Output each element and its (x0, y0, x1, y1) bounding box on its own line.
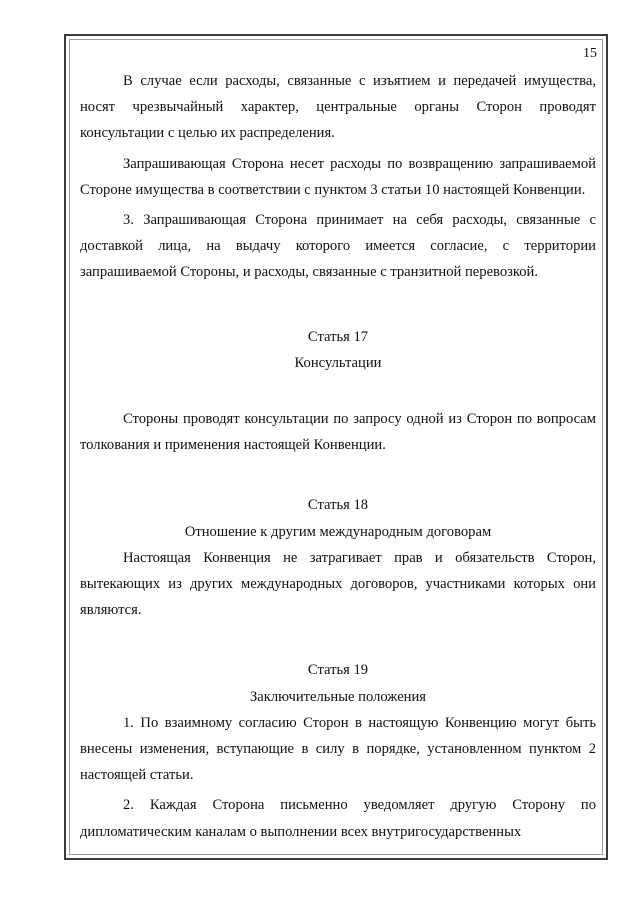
paragraph-expenses-consultation: В случае если расходы, связанные с изъятием и передачей имущества, носят чрезвычайный характер, центральные органы Сторон проводят консультации с целью их распределения. (80, 73, 596, 142)
article-19-paragraph-2: 2. Каждая Сторона письменно уведомляет другую Сторону по дипломатическим каналам о выполнении всех внутригосударственных (80, 797, 596, 840)
article-17-title: Консультации (294, 354, 382, 371)
article-19-number: Статья 19 (307, 662, 369, 679)
article-18-title: Отношение к другим международным договорам (184, 523, 492, 540)
top-section (80, 68, 596, 286)
article-18-number: Статья 18 (307, 497, 369, 514)
article-19-title: Заключительные положения (249, 688, 427, 705)
page-number: 15 (583, 46, 597, 61)
paragraph-delivery-expenses: 3. Запрашивающая Сторона принимает на себя расходы, связанные с доставкой лица, на выдачу которого имеется согласие, с территории запрашиваемой Стороны, и расходы, связанные с транзитной перевозкой. (80, 212, 596, 281)
paragraph-property-return-expenses: Запрашивающая Сторона несет расходы по возвращению запрашиваемой Стороне имущества в соответствии с пунктом 3 статьи 10 настоящей Конвенции. (80, 155, 596, 198)
article-19 (80, 657, 596, 844)
article-18 (80, 492, 596, 623)
article-17-paragraph-1: Стороны проводят консультации по запросу одной из Сторон по вопросам толкования и применения настоящей Конвенции. (80, 411, 596, 454)
article-19-paragraph-1: 1. По взаимному согласию Сторон в настоящую Конвенцию могут быть внесены изменения, вступающие в силу в порядке, установленном пунктом 2 настоящей статьи. (80, 714, 596, 784)
article-17-number: Статья 17 (307, 328, 369, 345)
article-18-paragraph-1: Настоящая Конвенция не затрагивает прав и обязательств Сторон, вытекающих из других международных договоров, участниками которых они являются. (80, 549, 596, 619)
document-body (80, 68, 596, 845)
article-17 (80, 324, 596, 459)
